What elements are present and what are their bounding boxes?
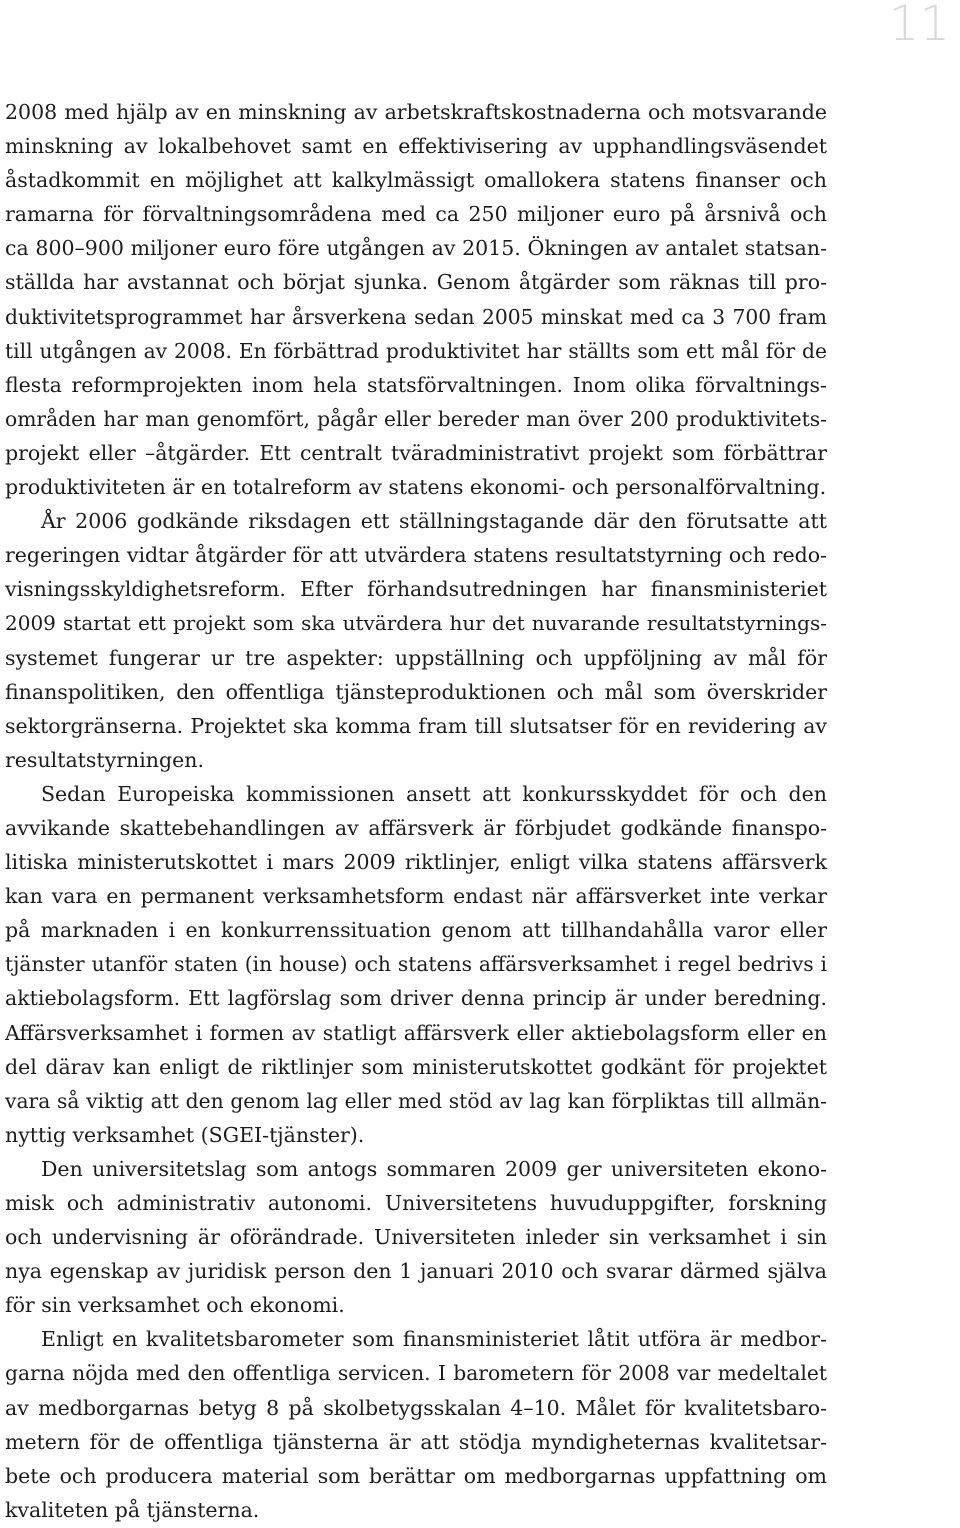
text-line: 2008 med hjälp av en minskning av arbetskraftskostnaderna och motsvarande [5, 100, 827, 124]
text-line: litiska ministerutskottet i mars 2009 riktlinjer, enligt vilka statens affärsverk [5, 850, 827, 875]
text-line: områden har man genomfört, pågår eller bereder man över 200 produktivitets- [5, 406, 827, 431]
text-line: Affärsverksamhet i formen av statligt affärsverk eller aktiebolagsform eller en [5, 1020, 827, 1045]
text-line: avvikande skattebehandlingen av affärsverk är förbjudet godkände finanspo- [5, 815, 827, 840]
text-line: Enligt en kvalitetsbarometer som finansministeriet låtit utföra är medbor- [41, 1327, 827, 1352]
text-line: till utgången av 2008. En förbättrad produktivitet har ställts som ett mål för de [5, 338, 827, 363]
paragraph [5, 504, 827, 777]
text-line: nya egenskap av juridisk person den 1 januari 2010 och svarar därmed själva [5, 1259, 827, 1284]
text-line: ställda har avstannat och börjat sjunka. Genom åtgärder som räknas till pro- [5, 270, 827, 295]
text-line: minskning av lokalbehovet samt en effektivisering av upphandlingsväsendet [5, 134, 827, 159]
paragraph [5, 1322, 827, 1527]
text-line: projekt eller –åtgärder. Ett centralt tväradministrativt projekt som förbättrar [5, 440, 827, 465]
text-line: År 2006 godkände riksdagen ett ställningstagande där den förutsatte att [41, 509, 827, 534]
text-line: aktiebolagsform. Ett lagförslag som driver denna princip är under beredning. [5, 986, 827, 1011]
text-line: ca 800–900 miljoner euro före utgången av 2015. Ökningen av antalet statsan- [5, 236, 827, 261]
paragraph [5, 1152, 827, 1322]
text-line: tjänster utanför staten (in house) och statens affärsverksamhet i regel bedrivs i [5, 952, 827, 977]
text-line: vara så viktig att den genom lag eller med stöd av lag kan förpliktas till allmän- [5, 1088, 827, 1113]
text-line: sektorgränserna. Projektet ska komma fram till slutsatser för en revidering av [5, 713, 827, 738]
text-line: bete och producera material som berättar om medborgarnas uppfattning om [5, 1463, 827, 1488]
text-line: och undervisning är oförändrade. Universiteten inleder sin verksamhet i sin [5, 1225, 827, 1250]
text-line: visningsskyldighetsreform. Efter förhandsutredningen har finansministeriet [5, 577, 827, 602]
page-number: 11 [888, 0, 950, 52]
body-text [5, 95, 827, 1527]
text-line: Den universitetslag som antogs sommaren 2009 ger universiteten ekono- [41, 1156, 827, 1181]
text-line: duktivitetsprogrammet har årsverkena sedan 2005 minskat med ca 3 700 fram [5, 304, 827, 329]
paragraph [5, 95, 827, 504]
text-line: produktiviteten är en totalreform av statens ekonomi- och personalförvaltning. [5, 475, 827, 500]
text-line: ramarna för förvaltningsområdena med ca 250 miljoner euro på årsnivå och [5, 202, 827, 227]
text-line: metern för de offentliga tjänsterna är att stödja myndigheternas kvalitetsar- [5, 1429, 827, 1454]
text-line: åstadkommit en möjlighet att kalkylmässigt omallokera statens finanser och [5, 168, 827, 193]
text-line: misk och administrativ autonomi. Universitetens huvuduppgifter, forskning [5, 1191, 827, 1215]
text-line: av medborgarnas betyg 8 på skolbetygsskalan 4–10. Målet för kvalitetsbaro- [5, 1395, 827, 1420]
text-line: för sin verksamhet och ekonomi. [5, 1293, 345, 1318]
text-line: 2009 startat ett projekt som ska utvärdera hur det nuvarande resultatstyrnings- [5, 611, 827, 636]
text-line: finanspolitiken, den offentliga tjänsteproduktionen och mål som överskrider [5, 679, 827, 704]
text-line: garna nöjda med den offentliga servicen. I barometern för 2008 var medeltalet [5, 1361, 827, 1386]
text-line: resultatstyrningen. [5, 747, 204, 772]
text-line: systemet fungerar ur tre aspekter: uppställning och uppföljning av mål för [5, 645, 827, 670]
text-line: Sedan Europeiska kommissionen ansett att konkursskyddet för och den [41, 781, 827, 806]
text-line: flesta reformprojekten inom hela statsförvaltningen. Inom olika förvaltnings- [5, 372, 827, 397]
text-line: på marknaden i en konkurrenssituation genom att tillhandahålla varor eller [5, 918, 827, 943]
text-line: kan vara en permanent verksamhetsform endast när affärsverket inte verkar [5, 884, 827, 909]
text-line: del därav kan enligt de riktlinjer som ministerutskottet godkänt för projektet [5, 1054, 827, 1079]
text-line: kvaliteten på tjänsterna. [5, 1497, 260, 1522]
text-line: nyttig verksamhet (SGEI-tjänster). [5, 1122, 365, 1147]
paragraph [5, 777, 827, 1152]
text-line: regeringen vidtar åtgärder för att utvärdera statens resultatstyrning och redo- [5, 543, 827, 568]
